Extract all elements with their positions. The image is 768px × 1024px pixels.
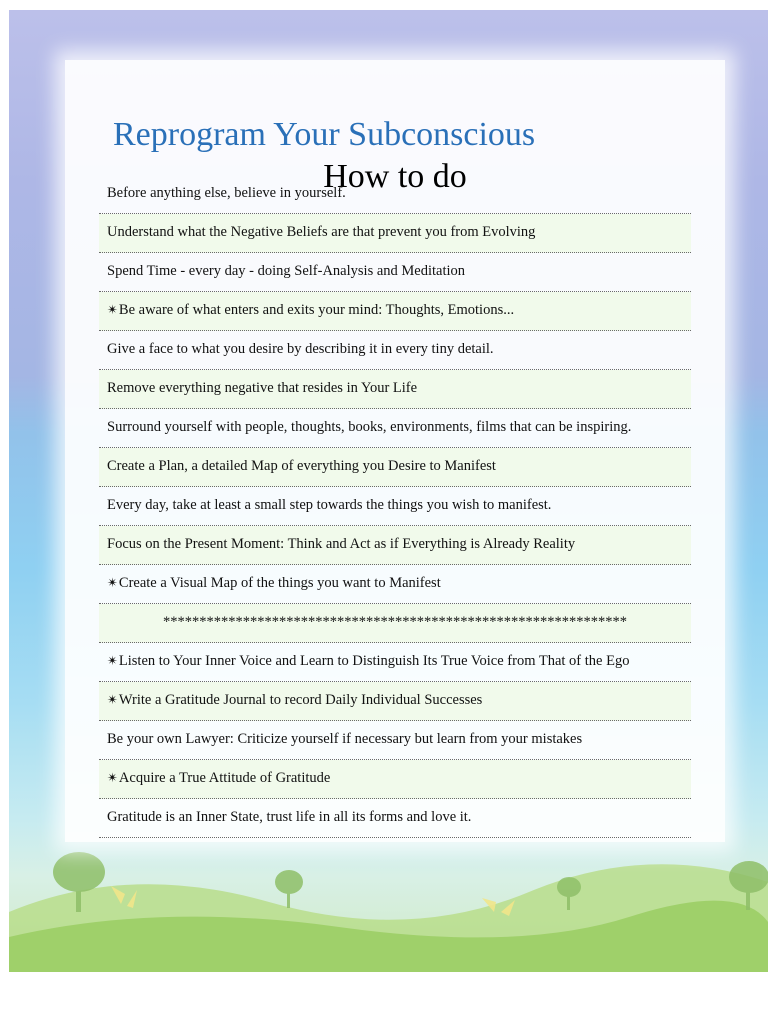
list-item (99, 565, 691, 604)
list-item (99, 760, 691, 799)
list-item-text: Be aware of what enters and exits your mind: Thoughts, Emotions... (118, 302, 515, 318)
sparkle-star-icon: ✴ (107, 771, 118, 786)
page-title: Reprogram Your Subconscious (113, 116, 536, 153)
list-item-text: Give a face to what you desire by describing it in every tiny detail. (107, 341, 494, 357)
list-item (99, 292, 691, 331)
page-subtitle: How to do (323, 158, 467, 195)
list-item-text: Before anything else, believe in yourself. (107, 185, 346, 201)
sparkle-star-icon: ✴ (107, 693, 118, 708)
list-item (99, 409, 691, 448)
list-item-text: Create a Visual Map of the things you want to Manifest (118, 575, 441, 591)
list-item-text: Every day, take at least a small step towards the things you wish to manifest. (107, 497, 552, 513)
list-item (99, 721, 691, 760)
poster-background (9, 10, 768, 972)
list-item (99, 448, 691, 487)
list-item-text: Spend Time - every day - doing Self-Analysis and Meditation (107, 263, 466, 279)
list-item (99, 253, 691, 292)
list-item-text: Acquire a True Attitude of Gratitude (118, 770, 331, 786)
list-item (99, 175, 691, 214)
list-item-text: Surround yourself with people, thoughts, books, environments, films that can be inspiring. (107, 419, 632, 435)
list-item (99, 799, 691, 838)
list-item (99, 487, 691, 526)
content-panel (65, 60, 725, 842)
list-item-text: Focus on the Present Moment: Think and Act as if Everything is Already Reality (107, 536, 576, 552)
list-item-text: Listen to Your Inner Voice and Learn to Distinguish Its True Voice from That of the Ego (118, 653, 630, 669)
list-item-text: Remove everything negative that resides in Your Life (107, 380, 418, 396)
list-item (99, 214, 691, 253)
list-item-text: Gratitude is an Inner State, trust life in all its forms and love it. (107, 809, 472, 825)
sparkle-star-icon: ✴ (107, 303, 118, 318)
steps-list (99, 175, 691, 838)
list-item-text: Understand what the Negative Beliefs are that prevent you from Evolving (107, 224, 536, 240)
list-item (99, 370, 691, 409)
list-item-text: Be your own Lawyer: Criticize yourself if necessary but learn from your mistakes (107, 731, 583, 747)
list-item-text: Create a Plan, a detailed Map of everything you Desire to Manifest (107, 458, 496, 474)
list-item (99, 526, 691, 565)
list-item (99, 643, 691, 682)
list-item-text: **************************************************************** (163, 614, 627, 630)
list-item (99, 682, 691, 721)
list-item (99, 604, 691, 643)
sparkle-star-icon: ✴ (107, 576, 118, 591)
list-item (99, 331, 691, 370)
meadow-illustration (9, 832, 768, 972)
list-item-text: Write a Gratitude Journal to record Daily Individual Successes (118, 692, 483, 708)
sparkle-star-icon: ✴ (107, 654, 118, 669)
